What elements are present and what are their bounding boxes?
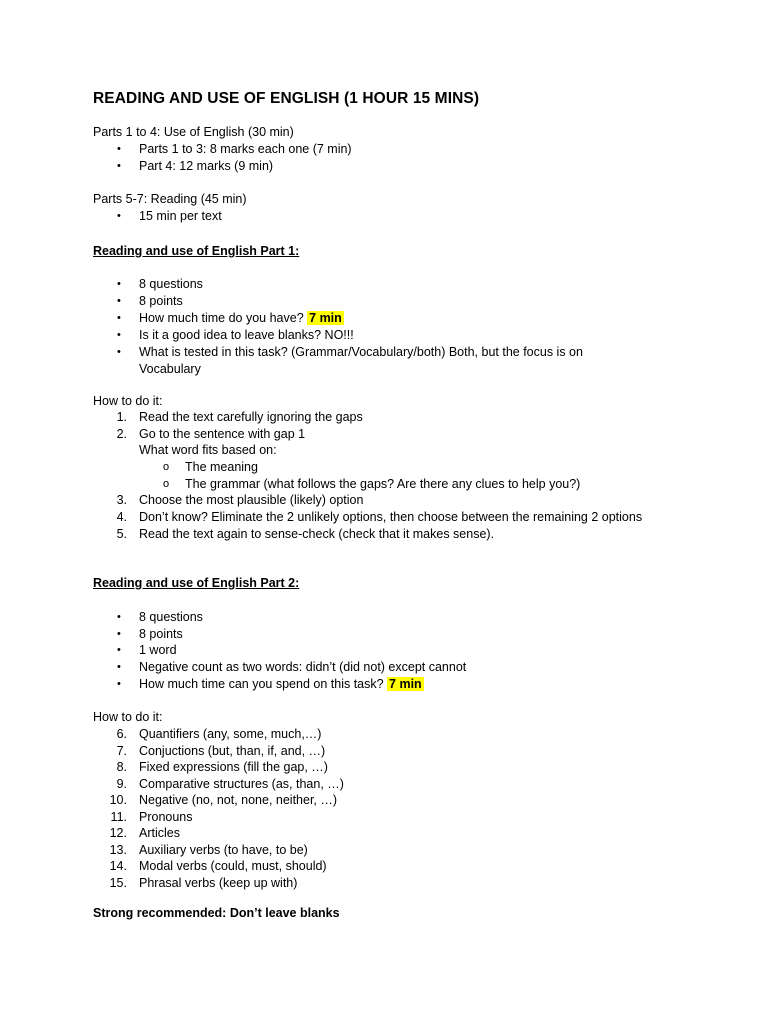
step-number: 6.	[116, 727, 127, 741]
bullet-icon: •	[117, 628, 121, 640]
list-item-text: How much time can you spend on this task?	[139, 677, 388, 691]
step-number: 14.	[109, 859, 127, 873]
list-item-text: How much time do you have?	[139, 311, 308, 325]
bullet-icon: •	[117, 678, 121, 690]
step-number: 11.	[110, 810, 127, 824]
step-number: 13.	[109, 843, 127, 857]
bullet-icon: •	[117, 661, 121, 673]
step-item: Fixed expressions (fill the gap, …)	[139, 760, 328, 774]
step-item: Read the text again to sense-check (check that it makes sense).	[139, 527, 495, 541]
step-item: Articles	[139, 826, 180, 840]
step-item: Choose the most plausible (likely) option	[139, 493, 364, 507]
bullet-icon: •	[117, 329, 121, 341]
step-item: Conjuctions (but, than, if, and, …)	[139, 744, 326, 758]
reading-heading	[93, 191, 247, 207]
list-item: Is it a good idea to leave blanks? NO!!!	[139, 328, 354, 342]
step-item: Modal verbs (could, must, should)	[139, 859, 327, 873]
step-item: Comparative structures (as, than, …)	[139, 777, 344, 791]
step-item: Don’t know? Eliminate the 2 unlikely options, then choose between the remaining 2 options	[139, 510, 643, 524]
bullet-icon: •	[117, 143, 121, 155]
step-number: 9.	[116, 777, 127, 791]
step-item: Quantifiers (any, some, much,…)	[139, 727, 322, 741]
step-item: Read the text carefully ignoring the gaps	[139, 410, 363, 424]
step-subtext: What word fits based on:	[139, 443, 277, 457]
bullet-icon: •	[117, 312, 121, 324]
step-number: 2.	[116, 427, 127, 441]
bullet-icon: •	[117, 295, 121, 307]
bullet-icon: •	[117, 278, 121, 290]
list-item-continuation: Vocabulary	[139, 362, 201, 376]
bullet-icon: •	[117, 210, 121, 222]
list-item: 8 questions	[139, 277, 203, 291]
step-item: Go to the sentence with gap 1	[139, 427, 306, 441]
step-number: 3.	[116, 493, 127, 507]
step-number: 8.	[116, 760, 127, 774]
list-item: What is tested in this task? (Grammar/Vocabulary/both) Both, but the focus is on	[139, 345, 583, 359]
how-to-heading: How to do it:	[93, 710, 163, 724]
reading-heading-rest: Reading (45 min)	[147, 192, 247, 206]
bullet-icon: •	[117, 160, 121, 172]
footer-note: Strong recommended: Don’t leave blanks	[93, 906, 340, 920]
time-highlight: 7 min	[309, 311, 342, 325]
use-of-english-heading-bold: Parts 1 to 4:	[93, 125, 161, 139]
list-item: 8 points	[139, 627, 183, 641]
page-title: READING AND USE OF ENGLISH (1 HOUR 15 MINS)	[93, 90, 480, 107]
sub-list-item: The grammar (what follows the gaps? Are there any clues to help you?)	[185, 477, 581, 491]
reading-heading-bold: Parts 5-7:	[93, 192, 148, 206]
bullet-icon: •	[117, 611, 121, 623]
part2-heading: Reading and use of English Part 2:	[93, 576, 300, 590]
list-item	[139, 676, 424, 692]
step-number: 15.	[109, 876, 127, 890]
list-item: Parts 1 to 3: 8 marks each one (7 min)	[139, 142, 352, 156]
bullet-icon: •	[117, 346, 121, 358]
step-number: 1.	[116, 410, 127, 424]
sub-list-item: The meaning	[185, 460, 258, 474]
time-highlight: 7 min	[389, 677, 422, 691]
list-item	[139, 310, 344, 326]
sub-bullet-icon: o	[163, 478, 170, 490]
step-item: Auxiliary verbs (to have, to be)	[139, 843, 308, 857]
step-number: 10.	[109, 793, 127, 807]
list-item: 15 min per text	[139, 209, 222, 223]
list-item: 8 points	[139, 294, 183, 308]
sub-bullet-icon: o	[163, 461, 170, 473]
use-of-english-heading	[93, 124, 294, 140]
list-item: 8 questions	[139, 610, 203, 624]
list-item: Part 4: 12 marks (9 min)	[139, 159, 274, 173]
step-item: Phrasal verbs (keep up with)	[139, 876, 298, 890]
part1-heading: Reading and use of English Part 1:	[93, 244, 300, 258]
bullet-icon: •	[117, 644, 121, 656]
list-item: 1 word	[139, 643, 177, 657]
how-to-heading: How to do it:	[93, 394, 163, 408]
step-number: 5.	[116, 527, 127, 541]
step-number: 7.	[116, 744, 127, 758]
step-item: Pronouns	[139, 810, 193, 824]
use-of-english-heading-rest: Use of English (30 min)	[160, 125, 294, 139]
step-item: Negative (no, not, none, neither, …)	[139, 793, 338, 807]
list-item: Negative count as two words: didn’t (did not) except cannot	[139, 660, 467, 674]
step-number: 12.	[109, 826, 127, 840]
step-number: 4.	[116, 510, 127, 524]
